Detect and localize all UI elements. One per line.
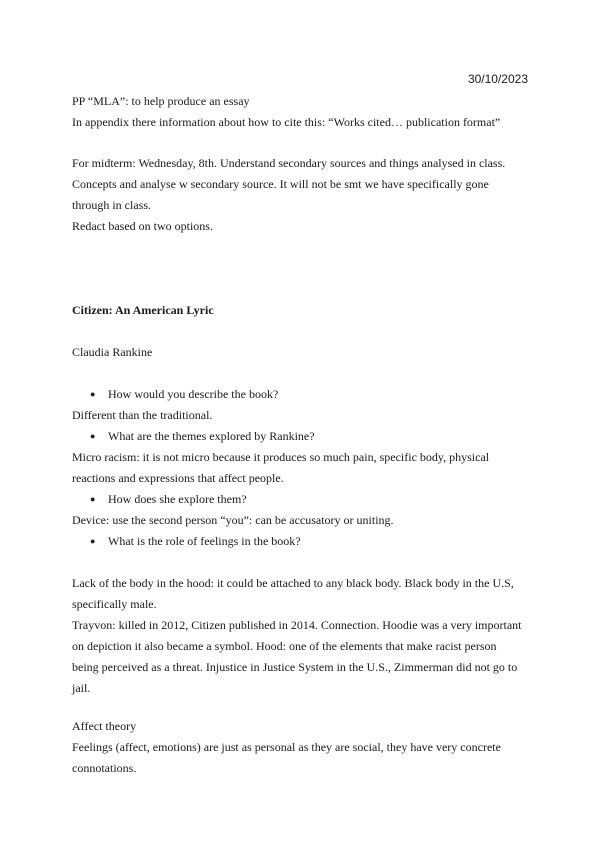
body-line: jail. xyxy=(72,681,91,695)
discussion-notes xyxy=(72,573,528,699)
date-label: 30/10/2023 xyxy=(467,72,528,86)
question-item: ● How would you describe the book? xyxy=(72,384,528,405)
body-line: being perceived as a threat. Injustice in Justice System in the U.S., Zimmerman did not go to xyxy=(72,660,518,674)
answer-line: Device: use the second person “you”: can be accusatory or uniting. xyxy=(72,513,394,527)
midterm-line: For midterm: Wednesday, 8th. Understand secondary sources and things analysed in class. xyxy=(72,156,506,170)
book-title: Citizen: An American Lyric xyxy=(72,303,214,317)
answer-line: reactions and expressions that affect people. xyxy=(72,471,284,485)
midterm-line: through in class. xyxy=(72,198,151,212)
midterm-line: Concepts and analyse w secondary source. It will not be smt we have specifically gone xyxy=(72,177,489,191)
midterm-notes xyxy=(72,153,528,237)
body-line: connotations. xyxy=(72,761,137,775)
body-line: specifically male. xyxy=(72,597,157,611)
midterm-line: Redact based on two options. xyxy=(72,219,213,233)
answer-line: Micro racism: it is not micro because it produces so much pain, specific body, physical xyxy=(72,450,490,464)
body-line: Lack of the body in the hood: it could be attached to any black body. Black body in the U.S, xyxy=(72,576,514,590)
intro-line: PP “MLA”: to help produce an essay xyxy=(72,94,250,108)
section-heading: Affect theory xyxy=(72,719,137,733)
question-list xyxy=(72,384,528,552)
intro-line: In appendix there information about how to cite this: “Works cited… publication format” xyxy=(72,115,501,129)
intro-notes xyxy=(72,91,528,133)
book-author: Claudia Rankine xyxy=(72,345,153,359)
question-item: ● How does she explore them? xyxy=(72,489,528,510)
body-line: on depiction it also became a symbol. Hood: one of the elements that make racist person xyxy=(72,639,497,653)
answer-line: Different than the traditional. xyxy=(72,408,213,422)
question-item: ● What is the role of feelings in the book? xyxy=(72,531,528,552)
body-line: Feelings (affect, emotions) are just as personal as they are social, they have very concrete xyxy=(72,740,501,754)
question-item: ● What are the themes explored by Rankine? xyxy=(72,426,528,447)
body-line: Trayvon: killed in 2012, Citizen published in 2014. Connection. Hoodie was a very important xyxy=(72,618,522,632)
affect-theory-section xyxy=(72,716,528,779)
